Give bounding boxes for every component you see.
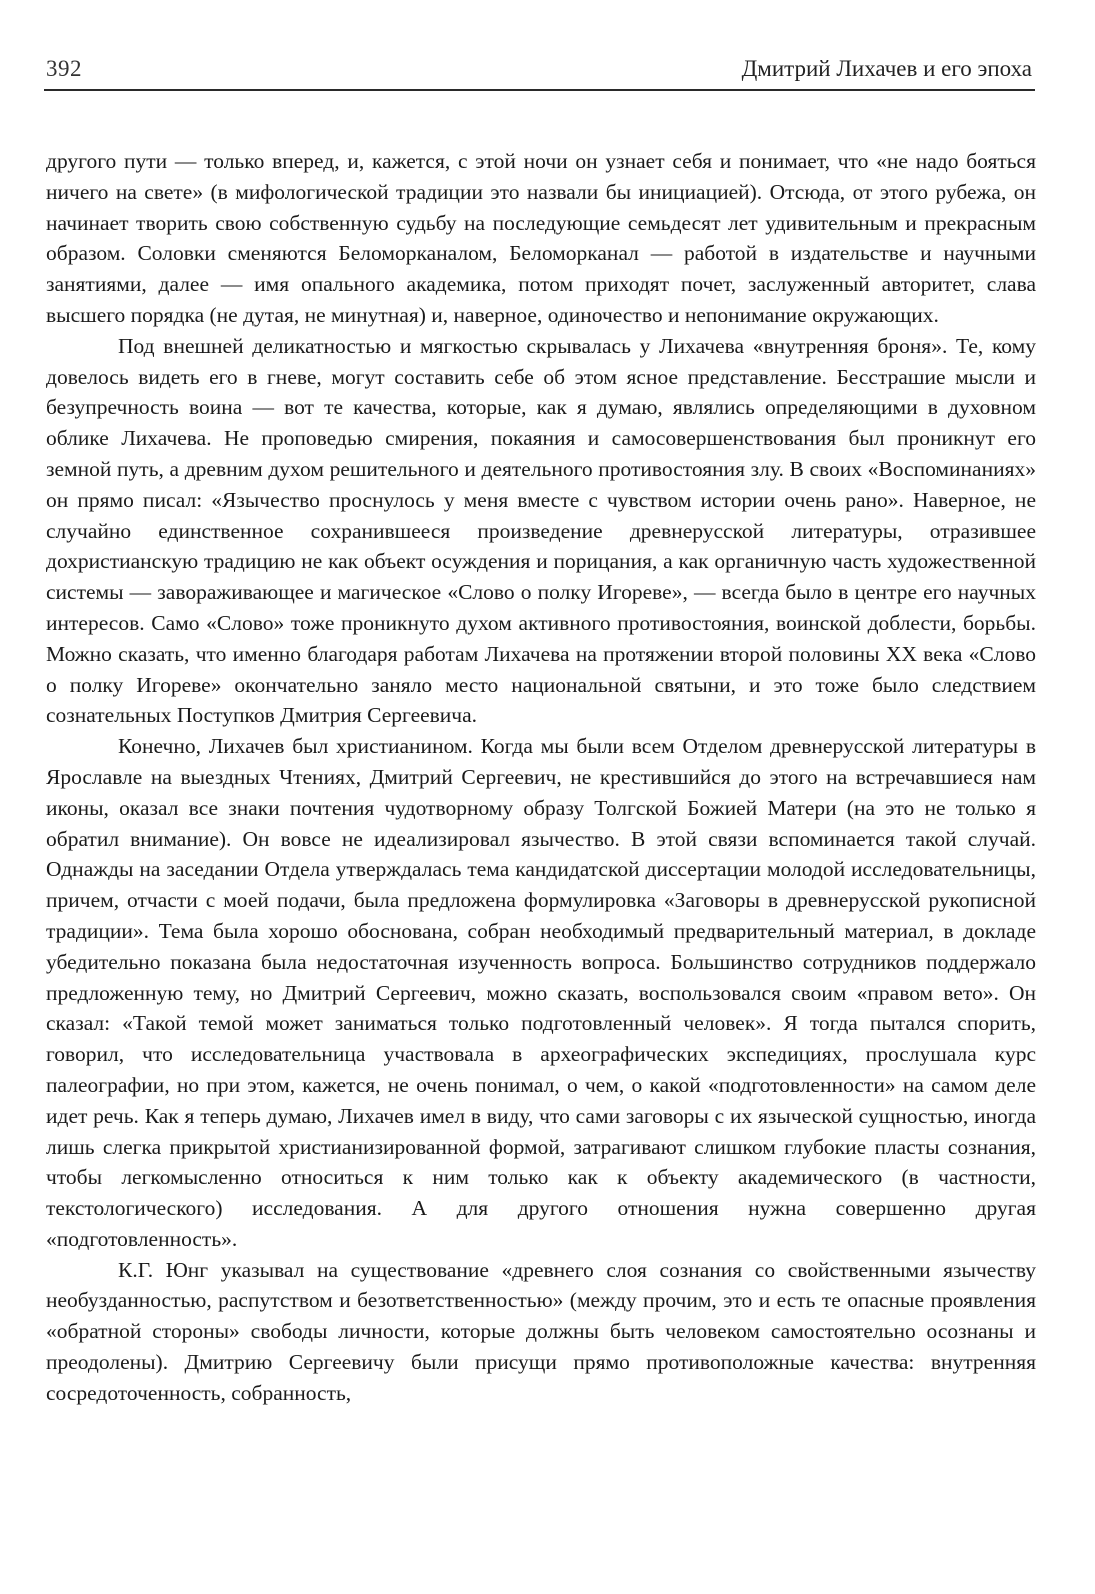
- header-rule: [44, 89, 1035, 91]
- paragraph-continued: другого пути — только вперед, и, кажется, с этой ночи он узнает себя и понимает, что «не надо бояться ничего на свете» (в мифологической традиции это назвали бы инициацией). Отсюда, от этого рубежа, он начинает творить свою собственную судьбу на последующие семьдесят лет удивительным и прекрасным образом. Соловки сменяются Беломорканалом, Беломорканал — работой в издательстве и научными занятиями, далее — имя опального академика, потом приходят почет, заслуженный авторитет, слава высшего порядка (не дутая, не минутная) и, наверное, одиночество и непонимание окружающих.: [46, 149, 1036, 327]
- body-text: [46, 146, 1036, 1409]
- running-head: [46, 46, 1032, 82]
- running-title: Дмитрий Лихачев и его эпоха: [741, 56, 1032, 81]
- paragraph: Под внешней деликатностью и мягкостью скрывалась у Лихачева «внутренняя броня». Те, кому довелось видеть его в гневе, могут составить себе об этом ясное представление. Бесстрашие мысли и безупречность воина — вот те качества, которые, как я думаю, являлись определяющими в духовном облике Лихачева. Не проповедью смирения, покаяния и самосовершенствования был проникнут его земной путь, а древним духом решительного и деятельного противостояния злу. В своих «Воспоминаниях» он прямо писал: «Язычество проснулось у меня вместе с чувством истории очень рано». Наверное, не случайно единственное сохранившееся произведение древнерусской литературы, отразившее дохристианскую традицию не как объект осуждения и порицания, а как органичную часть художественной системы — завораживающее и магическое «Слово о полку Игореве», — всегда было в центре его научных интересов. Само «Слово» тоже проникнуто духом активного противостояния, воинской доблести, борьбы. Можно сказать, что именно благодаря работам Лихачева на протяжении второй половины XX века «Слово о полку Игореве» окончательно заняло место национальной святыни, и это тоже было следствием сознательных Поступков Дмитрия Сергеевича.: [46, 333, 1036, 728]
- paragraph: Конечно, Лихачев был христианином. Когда мы были всем Отделом древнерусской литературы в Ярославле на выездных Чтениях, Дмитрий Сергеевич, не крестившийся до этого на встречавшиеся нам иконы, оказал все знаки почтения чудотворному образу Толгской Божией Матери (на это не только я обратил внимание). Он вовсе не идеализировал язычество. В этой связи вспоминается такой случай. Однажды на заседании Отдела утверждалась тема кандидатской диссертации молодой исследовательницы, причем, отчасти с моей подачи, была предложена формулировка «Заговоры в древнерусской рукописной традиции». Тема была хорошо обоснована, собран необходимый предварительный материал, в докладе убедительно показана была недостаточная изученность вопроса. Большинство сотрудников поддержало предложенную тему, но Дмитрий Сергеевич, можно сказать, воспользовался своим «правом вето». Он сказал: «Такой темой может заниматься только подготовленный человек». Я тогда пытался спорить, говорил, что исследовательница участвовала в археографических экспедициях, прослушала курс палеографии, но при этом, кажется, не очень понимал, о чем, о какой «подготовленности» на самом деле идет речь. Как я теперь думаю, Лихачев имел в виду, что сами заговоры с их языческой сущностью, иногда лишь слегка прикрытой христианизированной формой, затрагивают слишком глубокие пласты сознания, чтобы легкомысленно относиться к ним только как к объекту академического (в частности, текстологического) исследования. А для другого отношения нужна совершенно другая «подготовленность».: [46, 734, 1036, 1251]
- paragraph: К.Г. Юнг указывал на существование «древнего слоя сознания со свойственными язычеству необузданностью, распутством и безответственностью» (между прочим, это и есть те опасные проявления «обратной стороны» свободы личности, которые должны быть человеком самостоятельно осознаны и преодолены). Дмитрию Сергеевичу были присущи прямо противоположные качества: внутренняя сосредоточенность, собранность,: [46, 1257, 1036, 1405]
- page-number: 392: [46, 56, 82, 81]
